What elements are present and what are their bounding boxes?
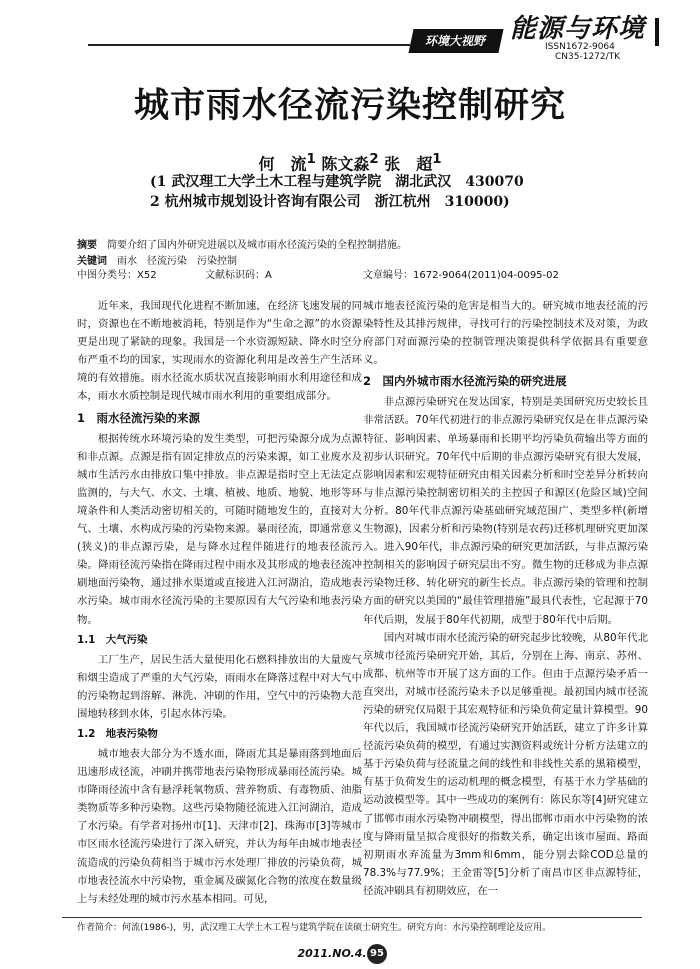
section-heading-2: 2 国内外城市雨水径流污染的研究进展 — [363, 374, 567, 389]
issue-number: 2011.NO.4. — [297, 947, 367, 960]
journal-cn: CN35-1272/TK — [555, 52, 621, 62]
classification-line — [77, 268, 637, 284]
subsection-heading-1-2: 1.2 地表污染物 — [77, 727, 158, 740]
article-title: 城市雨水径流污染控制研究 — [133, 86, 566, 126]
paragraph: 城市地表大部分为不透水面，降雨尤其是暴雨落到地面后迅速形成径流，冲刷并携带地表污染物形成暴雨径流污染。城市降雨径流中含有悬浮耗氧物质、营养物质、有毒物质、油脂类物质等多种污染物。这些污染物随径流进入江河湖泊，造成了水污染。有学者对扬州市[1]、天津市[2]、珠海市[3]等城市市区雨水径流污染进行了深入研究，并认为每年由城市地表径流造成的污染负荷相当于城市污水处理厂排放的污染负荷，城市地表径流水中污染物，重金属及碳氮化合物的浓度在数量级上与未经处理的城市污水基本相同。可见， — [77, 747, 362, 905]
abstract-label: 摘要 — [77, 240, 97, 251]
author-3: 张 超 — [384, 154, 433, 174]
doc-code: 文献标识码：A — [205, 270, 272, 281]
intro-paragraph: 近年来，我国现代化进程不断加速，在经济飞速发展的同时，资源也在不断地被消耗，特别是作为“生命之源”的水资源更是出现了紧缺的现象。我国是一个水资源短缺、降水时空分布严重不均的国家，实现雨水的资源化利用是改善生产生活环境的有效措施。雨水径流水质状况直接影响雨水利用途径和成本，雨水水质控制是现代城市雨水利用的重要组成部分。 — [77, 300, 362, 403]
abstract — [77, 238, 637, 254]
journal-issn: ISSN1672-9064 — [545, 42, 615, 52]
author-2-sup: 2 — [369, 152, 379, 167]
paragraph: 非点源污染研究在发达国家，特别是美国研究历史较长且非常活跃。70年代初进行的非点源污染研究仅是在非点源污染特征、影响因素、单场暴雨和长期平均污染负荷输出等方面的初步认识研究。70年代中后期的非点源污染研究有很大发展，影响因素和宏观特征研究由相关因素分析和时空差异分析转向与非点源污染控制密切相关的主控因子和源区(危险区域)空间分析。80年代非点源污染基础研究域范围广、类型多样(新增生物源)，因素分析和污染物(特别是农药)迁移机理研究更加深入。进入90年代，非点源污染的研究更加活跃，与非点源污染控制相关的影响因子研究层出不穷。微生物的迁移成为非点源污染物迁移、转化研究的新生长点。非点源污染的管理和控制方面的研究以美国的“最佳管理措施”最具代表性，它起源于70年代后期，发展于80年代初期，成型于80年代中后期。 — [363, 396, 648, 626]
affiliation-1: (1 武汉理工大学土木工程与建筑学院 湖北武汉 430070 — [150, 174, 524, 190]
author-footnote: 作者简介：何流(1986-)，男，武汉理工大学土木工程与建筑学院在读硕士研究生。研究方向：水污染控制理论及应用。 — [77, 923, 552, 933]
header-bar — [655, 18, 659, 46]
paragraph: 工厂生产，居民生活大量使用化石燃料排放出的大量废气和烟尘造成了严重的大气污染，雨雨水在降落过程中对大气中的污染物起到溶解、淋洗、冲刷的作用，空气中的污染物大范围地转移到水体，引起水体污染。 — [77, 653, 362, 720]
left-column — [77, 297, 362, 908]
page-number: 95 — [367, 944, 387, 964]
abstract-text: 简要介绍了国内外研究进展以及城市雨水径流污染的全程控制措施。 — [107, 240, 407, 251]
section-heading-1: 1 雨水径流污染的来源 — [77, 410, 201, 425]
journal-logo: 能源与环境 — [510, 14, 646, 44]
footer-rule — [62, 917, 642, 918]
author-1: 何 流 — [258, 154, 307, 174]
affiliation-2: 2 杭州城市规划设计咨询有限公司 浙江杭州 310000) — [150, 194, 510, 210]
continued-paragraph: 城市地表径流污染的危害是相当大的。研究城市地表径流的污染特性及其排污规律，寻找可行的污染控制技术及对策，为政府部门对面源污染的控制管理决策提供科学依据具有重要意义。 — [363, 300, 648, 367]
paragraph: 国内对城市雨水径流污染的研究起步比较晚，从80年代北京城市径流污染研究开始，其后，分别在上海、南京、苏州、成都、杭州等市开展了这方面的工作。但由于点源污染矛盾一直突出，对城市径流污染未予以足够重视。最初国内城市径流污染的研究仅局限于其宏观特征和污染负荷定量计算模型。90年代以后，我国城市径流污染研究开始活跃，建立了许多计算径流污染负荷的模型，有通过实测资料或统计分析方法建立的基于污染负荷与径流量之间的线性和非线性关系的黑箱模型，有基于负荷发生的运动机理的概念模型，有基于水力学基础的运动波模型等。其中一些成功的案例有：陈民东等[4]研究建立了邯郸市雨水污染物冲刷模型，得出邯郸市雨水中污染物的浓度与降雨量呈拟合度很好的指数关系，确定出该市屋面、路面初期雨水弃流量为3mm和6mm，能分别去除COD总量的78.3%与77.9%；王金雷等[5]分析了南昌市区非点源特征，径流冲刷具有初期效应，在一 — [363, 631, 648, 897]
author-2: 陈文淼 — [321, 154, 370, 174]
cls-number: 中图分类号：X52 — [77, 270, 157, 281]
author-3-sup: 1 — [432, 152, 442, 167]
keywords-text: 雨水 径流污染 污染控制 — [117, 256, 237, 267]
header-rule — [88, 44, 410, 46]
section-badge: 环境大视野 — [408, 29, 503, 53]
paragraph: 根据传统水环境污染的发生类型，可把污染源分成为点源和非点源。点源是指有固定排放点的污染来源，如工业废水及城市生活污水由排放口集中排放。非点源是指时空上无法定点监测的，与大气、水文、土壤、植被、地质、地貌、地形等环境条件和人类活动密切相关的，可随时随地发生的，直接对大气、土壤、水构成污染的污染物来源。暴雨径流，即通常意义(狭义)的非点源污染，是与降水过程伴随进行的地表径流污染。降雨径流污染指在降雨过程中雨水及其形成的地表径流冲刷地面污染物，通过排水渠道或直接进入江河湖泊，造成地表水污染。城市雨水径流污染的主要原因有大气污染和地表污染物。 — [77, 432, 362, 626]
right-column — [363, 297, 648, 900]
keywords-label: 关键词 — [77, 256, 107, 267]
article-number: 文章编号：1672-9064(2011)04-0095-02 — [363, 270, 559, 281]
author-1-sup: 1 — [306, 152, 316, 167]
subsection-heading-1-1: 1.1 大气污染 — [77, 633, 148, 646]
